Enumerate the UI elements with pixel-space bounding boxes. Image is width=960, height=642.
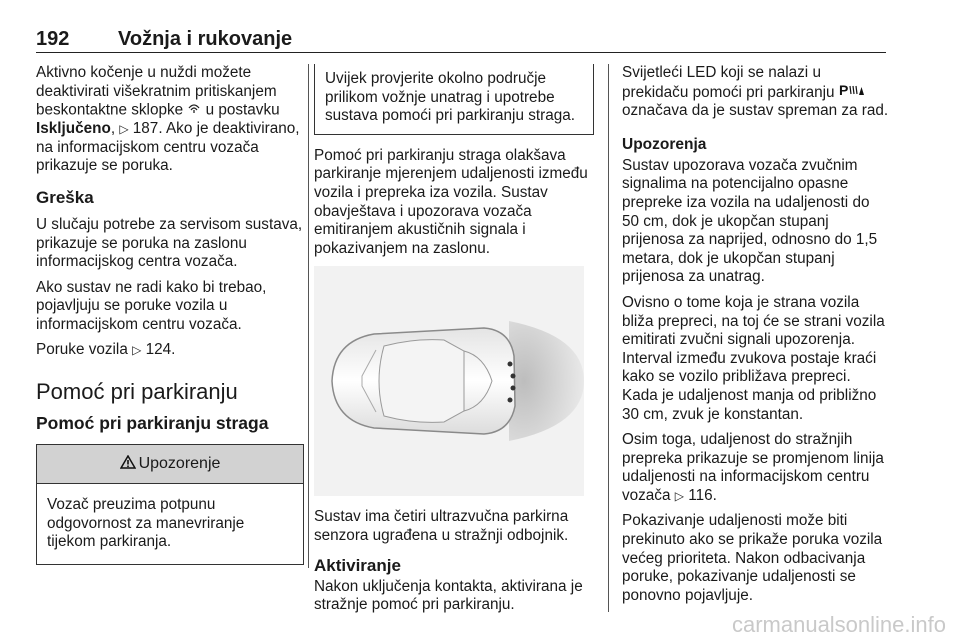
section-heading: Upozorenja <box>622 135 707 153</box>
paragraph: Osim toga, udaljenost do stražnjih prepreka prikazuje se promjenom linija udaljenosti na informacijskom centru vozača ▷ 116. <box>622 431 884 504</box>
paragraph: Sustav upozorava vozača zvučnim signalima na potencijalno opasne prepreke iza vozila na udaljenosti do 50 cm, dok je ukopčan stupanj prijenosa za naprijed, odnosno do 1,5 metara, dok je ukopčan stupanj prijenosa za unatrag. <box>622 156 878 286</box>
paragraph: Ako sustav ne radi kako bi trebao, pojavljuju se poruke vozila u informacijskom centru vozača. <box>36 278 267 333</box>
warning-text: Vozač preuzima potpunu odgovornost za manevriranje tijekom parkiranja. <box>47 496 245 551</box>
reference-arrow-icon: ▷ <box>674 488 684 503</box>
watermark: carmanualsonline.info <box>731 612 946 637</box>
reference-arrow-icon: ▷ <box>132 343 142 358</box>
paragraph: Sustav ima četiri ultrazvučna parkirna senzora ugrađena u stražnji odbojnik. <box>314 508 569 544</box>
paragraph: Svijetleći LED koji se nalazi u prekidaču pomoći pri parkiranju P označava da je sustav spreman za rad. <box>622 64 889 120</box>
paragraph: Pokazivanje udaljenosti može biti prekinuto ako se prikaže poruka vozila većeg prioriteta. Nakon odbacivanja poruke, pokazivanje udaljenosti se ponovno pojavljuje. <box>622 512 883 604</box>
warning-header <box>37 444 303 484</box>
warning-title: Upozorenje <box>138 455 221 473</box>
column-divider <box>608 64 609 612</box>
warning-triangle-icon <box>120 455 136 474</box>
proximity-switch-icon <box>187 101 201 120</box>
reference-arrow-icon: ▷ <box>119 122 129 137</box>
column-left <box>36 64 304 565</box>
chapter-title: Vožnja i rukovanje <box>118 28 293 50</box>
warning-box <box>36 444 304 565</box>
paragraph: Aktivno kočenje u nuždi možete deaktivirati višekratnim pritiskanjem beskontaktne sklopke u postavku Isključeno, ▷ 187. Ako je deaktivirano, na informacijskom centru vozača prikazuje se poruka. <box>36 64 300 175</box>
paragraph: U slučaju potrebe za servisom sustava, prikazuje se poruka na zaslonu informacijskog centra vozača. <box>36 215 303 271</box>
svg-text:P: P <box>838 82 849 97</box>
paragraph: Poruke vozila ▷ 124. <box>36 341 176 359</box>
page-header <box>36 26 886 53</box>
column-middle <box>314 64 594 622</box>
page-number: 192 <box>36 28 70 50</box>
column-divider <box>308 64 309 568</box>
park-assist-icon <box>839 83 865 103</box>
section-heading: Aktiviranje <box>314 555 401 575</box>
subsection-heading: Pomoć pri parkiranju straga <box>36 413 269 434</box>
chapter-heading: Pomoć pri parkiranju <box>36 379 238 405</box>
setting-value: Isključeno <box>36 120 111 138</box>
paragraph: Nakon uključenja kontakta, aktivirana je stražnje pomoć pri parkiranju. <box>314 577 583 614</box>
column-right <box>622 64 890 612</box>
note-text: Uvijek provjerite okolno područje prilikom vožnje unatrag i upotrebe sustava pomoći pri parkiranju straga. <box>325 70 575 125</box>
paragraph: Pomoć pri parkiranju straga olakšava parkiranje mjerenjem udaljenosti između vozila i prepreka iza vozila. Sustav obavještava i upozorava vozača emitiranjem akustičnih signala i pokazivanjem na zaslonu. <box>314 146 588 257</box>
parking-sensor-illustration <box>314 266 584 496</box>
paragraph: Ovisno o tome koja je strana vozila bliža prepreci, na toj će se strani vozila emitirati zvučni signali upozorenja. Interval između zvukova postaje kraći kako se vozilo približava prepreci. Kada je udaljenost manja od približno 30 cm, zvuk je konstantan. <box>622 293 885 423</box>
section-heading: Greška <box>36 187 94 207</box>
note-box <box>314 64 594 135</box>
